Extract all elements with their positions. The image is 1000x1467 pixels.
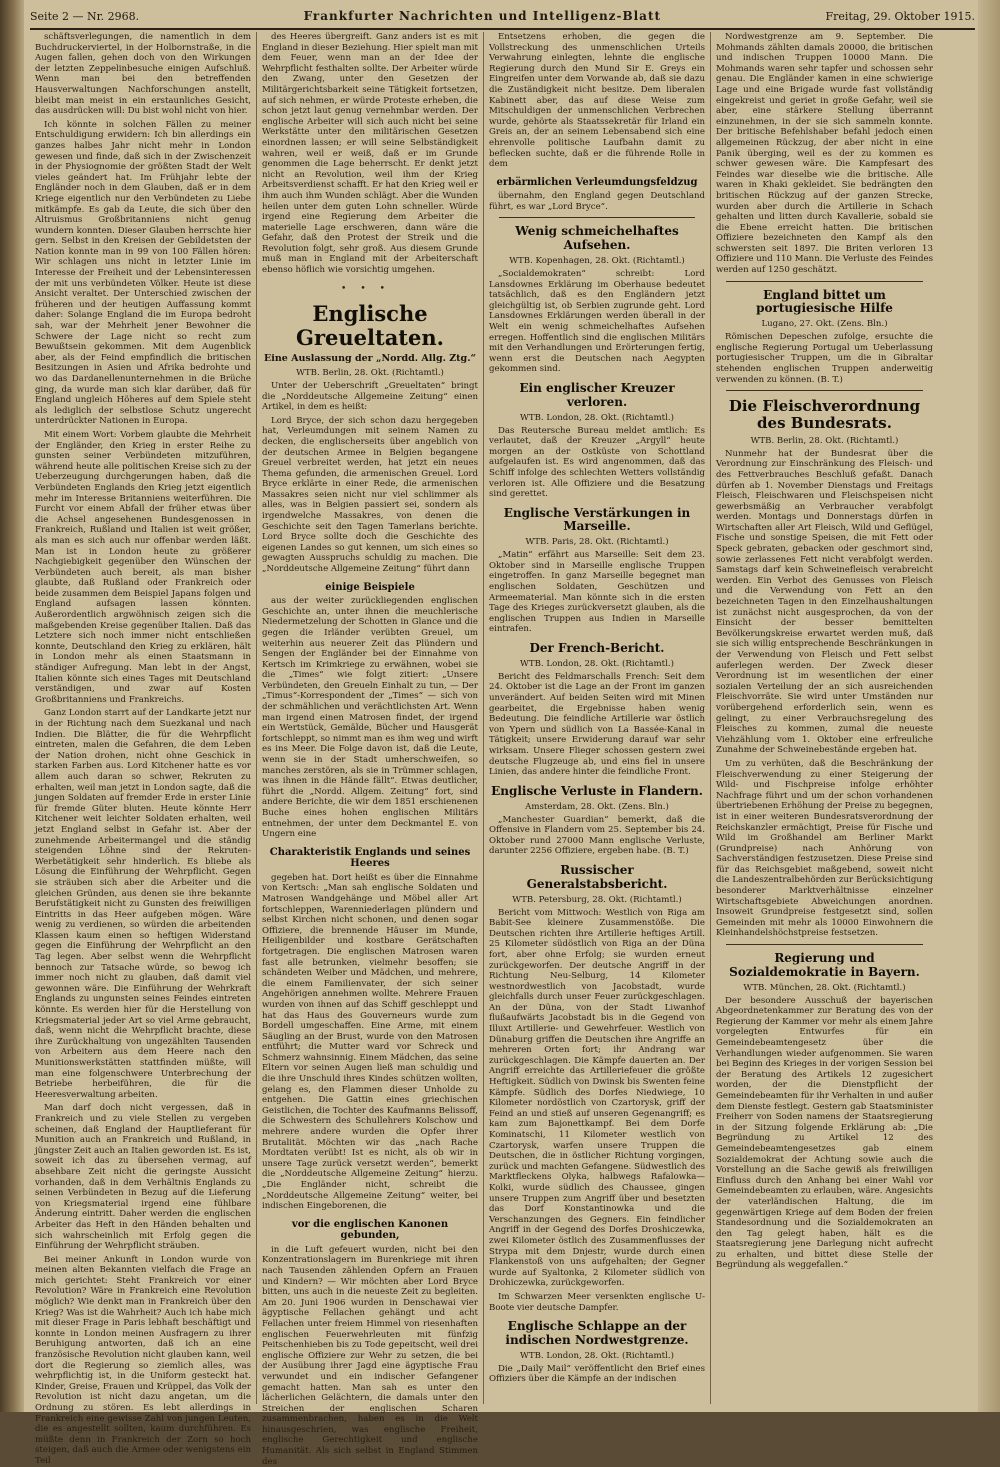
dateline: Lugano, 27. Okt. (Zens. Bln.) <box>761 319 888 330</box>
headline-bayern: Regierung und Sozialdemokratie in Bayern. <box>729 951 920 979</box>
divider <box>726 944 923 945</box>
article-paragraph: des Heeres übergreift. Ganz anders ist es mit England in dieser Beziehung. Hier spielt man mit dem Feuer, wenn man an der Idee der Wehrpflicht festhalten sollte. Der Arbeiter würde den Zwang, unter den Gesetzen der Militärgerichtsbarkeit seine Tätigkeit fortsetzen, auf sich nehmen, er würde Proteste erheben, die schon jetzt laut genug vernehmbar werden. Der englische Arbeiter will sich auch nicht bei seine Werkstätte unter den militärischen Gesetzen einordnen lassen; er will seine Selbständigkeit wahren, weil er weiß, daß er im Grunde genommen die Lage beherrscht. Er denkt jetzt nicht an Revolution, weil ihm der Krieg Arbeitsverdienst schafft. Er hat den Krieg weil er ihm auch ihm Wunden schlägt. Aber die Wunden heilen unter dem guten Lohn schneller. Würde irgend eine Regierung dem Arbeiter die materielle Lage erschweren, dann wäre die Gefahr, daß den Protest der Streik und die Revolution folgt, sehr groß. Aus diesem Grunde muß man in England mit der Arbeiterschaft ebenso höflich wie vorsichtig umgehen. <box>262 32 478 276</box>
headline-french-bericht: Der French-Bericht. <box>529 641 665 656</box>
article-paragraph: Man darf doch nicht vergessen, daß in Frankreich und zu viele Stellen zu vergeben scheinen, daß England der Hauptlieferant für Munition auch an Frankreich und Rußland, in jüngster Zeit auch an Italien geworden ist. Es ist, soweit ich das zu übersehen vermag, auf absehbare Zeit nicht die geringste Aussicht vorhanden, daß in dem Verhältnis Englands zu seinen Verbündeten in Bezug auf die Lieferung von Kriegsmaterial irgend eine fühlbare Änderung eintritt. Daher werden die englischen Arbeiter das Heft in den Händen behalten und sich wahrscheinlich mit Erfolg gegen die Einführung der Wehrpflicht sträuben. <box>35 1103 251 1252</box>
article-paragraph: Bei meiner Ankunft in London wurde von meinen alten Bekannten vielfach die Frage an mich gerichtet: Steht Frankreich vor einer Revolution? Wäre in Frankreich eine Revolution möglich? Wie denkt man in Frankreich über den Krieg? Was ist die Wahrheit? Auch ich habe mich mit dieser Frage in Paris lebhaft beschäftigt und konnte in London meinen Ausfragern zu ihrer Beruhigung antworten, daß ich an eine französische Revolution nicht glauben kann, weil dort die Regierung so ziemlich alles, was wehrpflichtig ist, in die Uniform gesteckt hat. Kinder, Greise, Frauen und Krüppel, das Volk der Revolution ist nicht dazu angetan, um die Ordnung zu stören. Es lebt allerdings in Frankreich eine gewisse Zahl von jungen Leuten, die es angestellt sollten, kaum durchführen. Es müßte denn in Frankreich der Zorn so hoch steigen, daß auch die Armee oder wenigstens ein Teil <box>35 1254 251 1466</box>
dateline: WTB. Petersburg, 28. Okt. (Richtamtl.) <box>512 894 682 905</box>
headline-flandern: Englische Verluste in Flandern. <box>491 783 703 798</box>
article-paragraph: gegeben hat. Dort heißt es über die Einnahme von Kertsch: „Man sah englische Soldaten und Matrosen Wandgehänge und Möbel aller Art fortschleppen, Warenniederlagen plündern und selbst Kirchen nicht schonen, und denen sogar Offiziere, die brennende Häuser im Munde, Heiligenbilder und kostbare Gerätschaften fortgetragen. Die englischen Matrosen waren fast alle betrunken, vielmehr besoffen; sie schändeten Weiber und Mädchen, und mehrere, die einem Familienvater, der sich seiner Angehörigen annehmen wollte. Mehrere Frauen wurden von ihnen auf das Schiff geschleppt und hat das Haus des Gouverneurs wurde zum Bordell umgeschaffen. Eine Arme, mit einem Säugling an der Brust, wurde von den Matrosen entführt; die Mutter ward vor Schreck und Schmerz wahnsinnig. Einem Mädchen, das seine Eltern vor seinen Augen ließ man schuldig und die ihre Unschuld ihres Kindes schützen wollten, gelang es, den Flammen dieser Unholde zu entgehen. Die Gattin eines griechischen Geistlichen, die Tochter des Kaufmanns Belissoff, die Schwestern des Schullehrers Kolschow und mehrere andere wurden die Opfer ihrer Brutalität. Möchten wir das „nach Rache Mordtaten verübt! Ist es nicht, als ob wir in unsere Tage zurück versetzt werden“, bemerkt die „Norddeutsche Allgemeine Zeitung“ hierzu. „Die Engländer nicht, schreibt die „Norddeutsche Allgemeine Zeitung“ weiter, bei indischen Eingeborenen, die <box>262 872 478 1212</box>
article-paragraph: Entsetzens erhoben, die gegen die Vollstreckung des unmenschlichen Urteils Verwahrung einlegten, lehnte die englische Regierung durch den Mund Sir E. Greys ein Eingreifen unter dem Vorwande ab, daß sie dazu die Zuständigkeit nicht besitze. Dem liberalen Kabinett aber, das auf diese Weise zum Mitschuldigen der unmenschlichen Verbrechen wurde, gehörte als Staatssekretär für Irland ein Greis an, der an seinem Lebensabend sich eine ehrenvolle politische Laufbahn damit zu beflecken suchte, daß er die führende Rolle in dem <box>489 32 705 170</box>
section-divider: ••• <box>341 283 399 294</box>
section-heading: Charakteristik Englands und seines Heeres <box>269 846 471 870</box>
article-paragraph: Bericht des Feldmarschalls French: Seit dem 24. Oktober ist die Lage an der Front im ganzen unverändert. Auf beiden Seiten wird mit Minen gearbeitet, die Ergebnisse haben wenig Bedeutung. Die feindliche Artillerie war östlich von Ypern und südlich von La Bassée-Kanal in Tätigkeit; unsere Erwiderung darauf war sehr wirksam. Unsere Flieger schossen gestern zwei deutsche Flugzeuge ab, und eins fiel in unsere Linien, das andere hinter die feindliche Front. <box>489 671 705 778</box>
article-paragraph: Um zu verhüten, daß die Beschränkung der Fleischverwendung zu einer Steigerung der Wild- und Fischpreise infolge erhöhter Nachfrage führt und um der schon vorhandenen übertriebenen Erhöhung der Preise zu begegnen, ist in einer weiteren Bundesratsverordnung der Reichskanzler ermächtigt, Preise für Fische und Wild im Großhandel am Berliner Markt (Grundpreise) nach Anhörung von Sachverständigen festzusetzen. Diese Preise sind für das Reichsgebiet maßgebend, soweit nicht die Landeszentralbehörden zur Berücksichtigung besonderer Marktverhältnisse einzelner Wirtschaftsgebiete Abweichungen anordnen. Insoweit Grundpreise festgesetzt sind, sollen Gemeinden mit mehr als 10000 Einwohnern die Kleinhandelshöchstpreise festsetzen. <box>716 758 933 939</box>
page-edge <box>978 0 1000 1412</box>
article-paragraph: Nunmehr hat der Bundesrat über die Verordnung zur Einschränkung des Fleisch- und des Fettverbrauches Beschluß gefaßt. Danach dürfen ab 1. November Dienstags und Freitags Fleisch, Fleischwaren und Fleischspeisen nicht gewerbsmäßig an Verbraucher verabfolgt werden. Montags und Donnerstags dürfen in Wirtschaften aller Art Fleisch, Wild und Geflügel, Fische und sonstige Speisen, die mit Fett oder Speck gebraten, gebacken oder geschmort sind, sowie zerlassenes Fett nicht verabfolgt werden. Samstags darf kein Schweinefleisch verabreicht werden. Ein Verbot des Genusses von Fleisch und die Verwendung von Fett an den bezeichneten Tagen in den Einzelhaushaltungen ist zunächst nicht ausgesprochen, da von der Einsicht der besser bemittelten Bevölkerungskreise erwartet werden muß, daß sie sich willig entsprechende Beschränkungen in der Verwendung von Fleisch und Fett selbst auferlegen werden. Der Zweck dieser Verordnung ist im wesentlichen der einer sozialen Verteilung der an sich ausreichenden Fleischvorräte. Sie wird unter Umständen nur vorübergehend erforderlich sein, wenn es gelingt, zu einer Verbrauchsregelung des Fleisches zu kommen, zumal die neueste Viehzählung vom 1. Oktober eine erfreuliche Zunahme der Schweinebestände ergeben hat. <box>716 448 933 756</box>
headline-greueltaten: Englische Greueltaten. <box>296 300 444 350</box>
dateline: WTB. London, 28. Okt. (Richtamtl.) <box>520 412 674 423</box>
headline-fleischverordnung: Die Fleischverordnung des Bundesrats. <box>728 397 921 433</box>
dateline: WTB. London, 28. Okt. (Richtamtl.) <box>520 1350 674 1361</box>
subheadline: Eine Auslassung der „Nordd. Allg. Ztg.“ <box>264 352 476 364</box>
section-heading: erbärmlichen Verleumdungsfeldzug <box>496 176 698 188</box>
headline-kreuzer: Ein englischer Kreuzer verloren. <box>519 380 675 409</box>
section-heading: vor die englischen Kanonen gebunden, <box>291 1218 449 1242</box>
headline-schlappe: Englische Schlappe an der indischen Nordwestgrenze. <box>505 1319 689 1347</box>
article-paragraph: „Socialdemokraten“ schreibt: Lord Lansdownes Erklärung im Oberhause bedeutet tatsächlich, daß es den Engländern jetzt gleichgültig ist, ob Serbien zugrunde geht. Lord Lansdownes Erklärungen werden überall in der Welt ein wenig schmeichelhaftes Aufsehen erregen. Hoffentlich sind die englischen Militärs mit den Verhandlungen und Erörterungen fertig, wenn erst die Deutschen nach Aegypten gekommen sind. <box>489 269 705 375</box>
divider <box>726 390 923 391</box>
dateline: WTB. München, 28. Okt. (Richtamtl.) <box>743 982 906 993</box>
book-binding <box>0 0 24 1412</box>
article-paragraph: Der besondere Ausschuß der bayerischen Abgeordnetenkammer zur Beratung des von der Regierung der Kammer vor mehr als einem Jahre vorgelegten Entwurfes für ein Gemeindebeamtengesetz über die Verhandlungen wieder aufgenommen. Sie waren bei Beginn des Krieges in der vorigen Session bei der Beratung des Artikels 12 zugesichert worden, der die Dienstpflicht der Gemeindebeamten für ihr Verhalten in und außer dem Dienste festlegt. Gestern gab Staatsminister Freiherr von Soden namens der Staatsregierung in der Sitzung folgende Erklärung ab: „Die Begründung zu Artikel 12 des Gemeindebeamtengesetzes gab einem Sozialdemokrat der Achtung sowie auch die Vorstellung an die Sache gewiß als freiwilligen Einfluss durch den Anhang bei einer Wahl vor Gemeindebeamten zu erlauben, wäre. Angesichts der vaterländischen Haltung, die im gegenwärtigen Kriege auf dem Boden der freien Standesordnung und die Sozialdemokraten an den Tag gelegt haben, hält es die Staatsregierung jene Darlegung nicht aufrecht zu erhalten, und bittet diese Stelle der Begründung als weggefallen.“ <box>716 995 933 1271</box>
article-paragraph: Ganz London starrt auf der Landkarte jetzt nur in der Richtung nach dem Suezkanal und nach Indien. Die Blätter, die für die Wehrpflicht eintreten, malen die Gefahren, die dem Leben der Nation drohen, nicht ohne Geschick in starken Farben aus. Lord Kitchener hatte es vor allem auch daran so schwer, Rekruten zu erhalten, weil man jetzt in London sagte, daß die jungen Soldaten auf fremder Erde in erster Linie für fremde Güter bluten. Heute könnte Herr Kitchener weit leichter Soldaten erhalten, weil jetzt England selbst in Gefahr ist. Aber der zunehmende Arbeitermangel und die ständig steigenden Löhne sind der Rekruten-Werbetätigkeit sehr hinderlich. Es bliebe als Lösung die Einführung der Wehrpflicht. Gegen sie sträuben sich aber die Arbeiter und die gleichen Gründen, aus denen sie ihre bekannte Berufstätigkeit nicht zu Gunsten des freiwilligen Eintritts in das Heer aufgeben mögen. Wäre wenig zu verdienen, so würden die arbeitenden Klassen kaum einen so heftigen Widerstand gegen die Einführung der Wehrpflicht an den Tag legen. Aber selbst wenn die Wehrpflicht bennoch zur Tatsache würde, so bewog ich immer noch nicht zu glauben, daß damit viel gewonnen wäre. Die Einführung der Wehrkraft Englands zu ungunsten seines Feindes eintreten könnte. Es werden hier für die Herstellung von Kriegsmaterial jeder Art so viel Arme gebraucht, daß, wenn nicht die Wehrpflicht brachte, diese ihre Zurückhaltung von ungezählten Tausenden von Arbeitern aus dem Heere nach den Munitionswerkstätten stattfinden müßte, will man eine folgenschwere Unterbrechung der Betriebe herbeiführen, die für die Heeresverwaltung arbeiten. <box>35 708 251 1100</box>
page-number: Seite 2 — Nr. 2968. <box>30 9 140 23</box>
article-paragraph: Die „Daily Mail“ veröffentlicht den Brief eines Offiziers über die Kämpfe an der indischen <box>489 1363 705 1385</box>
masthead <box>30 4 975 30</box>
article-paragraph: „Manchester Guardian“ bemerkt, daß die Offensive in Flandern vom 25. September bis 24. Oktober rund 27000 Mann englische Verluste, darunter 2256 Offiziere, ergeben habe. (B. T.) <box>489 814 705 857</box>
dateline: WTB. Kopenhagen, 28. Okt. (Richtamtl.) <box>509 256 685 266</box>
article-paragraph: Römischen Depeschen zufolge, ersuchte die englische Regierung Portugal um Ueberlassung portugiesischer Truppen, um die in Gibraltar stehenden englischen Truppen anderweitig verwenden zu können. (B. T.) <box>716 332 933 385</box>
dateline: Amsterdam, 28. Okt. (Zens. Bln.) <box>525 801 669 812</box>
column-4 <box>711 32 938 1404</box>
dateline: WTB. London, 28. Okt. (Richtamtl.) <box>520 658 674 669</box>
column-1 <box>30 32 257 1466</box>
article-paragraph: Unter der Ueberschrift „Greueltaten“ bringt die „Norddeutsche Allgemeine Zeitung“ einen Artikel, in dem es heißt: <box>262 380 478 413</box>
issue-date: Freitag, 29. Oktober 1915. <box>825 9 975 23</box>
newspaper-title: Frankfurter Nachrichten und Intelligenz-Blatt <box>303 9 662 23</box>
headline-portugal: England bittet um portugiesische Hilfe <box>756 287 893 316</box>
dateline: WTB. Berlin, 28. Okt. (Richtamtl.) <box>296 367 444 378</box>
article-paragraph: Bericht vom Mittwoch: Westlich von Riga am Babit-See kleinere Zusammenstöße. Die Deutschen richten ihre Artillerie heftiges Artill. 25 Kilometer südöstlich von Riga an der Düna fort, aber ohne Erfolg; sie wurden erneut zurückgeworfen. Der deutsche Angriff in der Richtung Neu-Selburg, 14 Kilometer westnordwestlich von Jacobstadt, wurde gleichfalls durch unser Feuer zurückgeschlagen. An der Düna, von der Stadt Liwanhof flußaufwärts Jacobstadt bis in die Gegend von Illuxt Artillerie- und Gewehrfeuer. Westlich von Dünaburg griffen die Deutschen ihre Angriffe an mehreren Orten fort; ihr Andrang war zurückgeschlagen. Die Kämpfe dauerten an. Der Angriff erreichte das Artilleriefeuer die größte Heftigkeit. Südlich von Dwinsk bis Swenten feine Kämpfe. Südlich des Dorfes Niedwiege, 10 Kilometer nordöstlich von Czartorysk, griff der Feind an und stieß auf unseren Gegenangriff; es kam zum Bajonettkampf. Bei dem Dorfe Kominatschi, 11 Kilometer westlich von Czartorysk, warfen unsere Truppen die Deutschen, die in östlicher Richtung vorgingen, zurück und machten Gefangene. Südwestlich des Marktfleckens Olyka, halbwegs Rafalowka—Kolki, wurde südlich des Chaussee, gingen unsere Truppen zum Angriff über und besetzten das Dorf Konstantinowka und die Verschanzungen des Gegners. Ein feindlicher Angriff in der Gegend des Dorfes Droshiczewka, zwei Kilometer östlich des Zusammenflusses der Strypa mit dem Dnjestr, wurde durch einen Flankenstoß von uns aufgehalten; der Gegner wurde auf Syaltonka, 2 Kilometer südlich von Drohiczewka, zurückgeworfen. <box>489 907 705 1289</box>
article-paragraph: Lord Bryce, der sich schon dazu hergegeben hat, Verleumdungen mit seinem Namen zu decken, die englischerseits über angeblich von der deutschen Armee in Belgien begangene Greuel verbreitet werden, hat jetzt ein neues Thema gefunden, die armenischen Greuel. Lord Bryce erklärte in einer Rede, die armenischen Massakres seien nicht nur viel schlimmer als alles, was in Belgien passiert sei, sondern als irgendwelche Massakres, von denen die Geschichte seit den Tagen Tamerlans berichte. Lord Bryce sollte doch die Geschichte des eigenen Landes so gut kennen, um sich eines so gewagten Ausspruchs schuldig zu machen. Die „Norddeutsche Allgemeine Zeitung“ führt dann <box>262 415 478 575</box>
column-3 <box>484 32 711 1404</box>
article-paragraph: schäftsverlegungen, die namentlich in dem Buchdruckerviertel, in der Holbornstraße, in die Augen fallen, gehen doch von den Wirkungen der letzten Zeppelinbesuche einigen Aufschluß. Wenn man bei den betreffenden Hausverwaltungen Nachforschungen anstellt, bleibt man meist in ein erstaunliches Gesicht, das ausdrücken will: Du bist wohl nicht von hier. <box>35 32 251 117</box>
article-paragraph: Das Reutersche Bureau meldet amtlich: Es verlautet, daß der Kreuzer „Argyll“ heute morgen an der Ostküste von Schottland aufgelaufen ist. Es wird angenommen, daß das Schiff infolge des schlechten Wetters vollständig verloren ist. Alle Offiziere und die Besatzung sind gerettet. <box>489 425 705 500</box>
columns <box>30 32 975 1467</box>
divider <box>726 281 923 282</box>
article-paragraph: „Matin“ erfährt aus Marseille: Seit dem 23. Oktober sind in Marseille englische Truppen eingetroffen. In ganz Marseille begegnet man englischen Soldaten, Geschützen und Armeematerial. Man könnte sich in die ersten Tage des Krieges zurückversetzt glauben, als die englischen Truppen aus Indien in Marseille eintrafen. <box>489 550 705 635</box>
divider <box>499 217 695 218</box>
dateline: WTB. Berlin, 28. Okt. (Richtamtl.) <box>750 435 899 446</box>
headline-generalstab: Russischer Generalstabsbericht. <box>526 862 668 891</box>
article-paragraph: Nordwestgrenze am 9. September. Die Mohmands zählten damals 20000, die britischen und indischen Truppen 10000 Mann. Die Mohmands waren sehr tapfer und schossen sehr genau. Die Engländer kamen in eine schwierige Lage und eine Brigade wurde fast vollständig eingekreist und geriet in große Gefahr, weil sie aber, eine stärkere Stellung überrannt einzunehmen, in der sie sich sammeln konnte. Der britische Befehlshaber befahl jedoch einen allgemeinen Rückzug, der aber nicht in eine Panik überging, weil es der zu kommen es schwer gewesen wäre. Die Kampfesart des Feindes war dieselbe wie die britische. Alle waren in Khaki gekleidet. Sie bedrängten den britischen Rückzug auf der ganzen Strecke, wurden aber durch die Artillerie in Schach gehalten und litten durch Kavallerie, sobald sie die Ebene erreicht hatten. Die britischen Offiziere bezeichneten den Kampf als den schwersten seit 1897. Die Briten verloren 13 Offiziere und 110 Mann. Die Verluste des Feindes werden auf 1250 geschätzt. <box>716 32 933 276</box>
article-paragraph: in die Luft gefeuert wurden, nicht bei den Konzentrationslagern im Burenkriege mit ihren nach Tausenden zählenden Opfern an Frauen und Kindern? — Wir möchten aber Lord Bryce bitten, uns auch in die neueste Zeit zu begleiten. Am 20. Juni 1906 wurden in Denschawai vier ägyptische Fellachen gehängt und acht Fellachen unter freiem Himmel von riesenhaften englischen Feuerwehrleuten mit fünfzig Peitschenhieben bis zu Tode gepeitscht, weil drei englische Offiziere zur Wehr zu setzen, die bei der Ausübung ihrer Jagd eine ägyptische Frau verwundet und ein indischer Gefangener gemacht hatten. Man sah es unter den lächerlichen Gelächtern, die damals unter den Streichen der englischen Scharen zusammenbrachen, haben es in die Welt hinausgeschrien, was englische Freiheit, englische Gerechtigkeit und englische Humanität. Als sich selbst in England Stimmen des <box>262 1244 478 1467</box>
headline-marseille: Englische Verstärkungen in Marseille. <box>503 505 691 534</box>
dateline: WTB. Paris, 28. Okt. (Richtamtl.) <box>525 537 669 548</box>
article-paragraph: übernahm, den England gegen Deutschland führt, es war „Lord Bryce“. <box>489 191 705 212</box>
headline-aufsehen: Wenig schmeichelhaftes Aufsehen. <box>515 224 679 253</box>
article-paragraph: aus der weiter zurückliegenden englischen Geschichte an, unter ihnen die meuchlerische Niedermetzelung der Schotten in Glance und die gegen die Irländer verübten Greuel, um weiterhin aus neuerer Zeit das Plündern und Sengen der Engländer bei der Einnahme von Kertsch im Krimkriege zu erwähnen, wobei sie die „Times“ wie folgt zitiert: „Unsere Verbündeten, den Greueln Einhalt zu tun, — Der „Timus“-Korrespondent der „Times“ — sich von der schmählichen und verächtlichsten Art. Wenn man irgend einen Matrosen findet, der irgend ein Wertstück, Gemälde, Bücher und Hausgerät fortschleppt, so nimmt man es ihm weg und wirft es ins Meer. Die Folge davon ist, daß die Leute, wenn sie in der Stadt umherschweifen, so manches zerstören, als sie in Trümmer schlagen, was ihnen in die Hände fällt“. Etwas deutlicher, führt die „Nordd. Allgem. Zeitung“ fort, sind andere Berichte, die wir dem 1851 erschienenen Buche eines hohen englischen Militärs entnehmen, der unter dem Deckmantel E. von Ungern eine <box>262 596 478 840</box>
article-paragraph: Ich könnte in solchen Fällen zu meiner Entschuldigung erwidern: Ich bin allerdings ein ganzes halbes Jahr nicht mehr in London gewesen und finde, daß sich in der Zwischenzeit in der Physiognomie der größten Stadt der Welt vieles geändert hat. Im Frühjahr lebte der Engländer noch in dem Glauben, daß er in dem Kriege eigentlich nur den Verbündeten zu Liebe mitkämpfe. Es gab da Leute, die sich über den Altruismus Großbritanniens nicht genug wundern konnten. Dieser Glauben herrschte hier gern. Selbst in den Kreisen der Gebildetsten der Nation konnte man in 99 von 100 Fällen hören: Wir schlagen uns nicht in letzter Linie im Interesse der Freiheit und der Lebensinteressen der mit uns verbündeten Völker. Heute ist diese Ansicht veraltet. Der Unterschied zwischen der früheren und der heutigen Auffassung kommt daher: Solange England die im Europa bedroht sah, war der Mehrheit jener Bewohner die Schwere der Lage nicht so recht zum Bewußtsein gekommen. Mit dem Augenblick aber, als der Feind empfindlich die britischen Besitzungen in Asien und Afrika bedrohte und wo das Dardanellenunternehmen in die Brüche ging, da wurde man sich klar darüber, daß für England ungleich Höheres auf dem Spiele steht als lediglich der selbstlose Schutz ungerecht unterdrückter Nationen in Europa. <box>35 119 251 427</box>
article-paragraph: Mit einem Wort: Vorbem glaubte die Mehrheit der Engländer, den Krieg in erster Reihe zu gunsten seiner Verbündeten mitzuführen, während heute alle politischen Kreise sich zu der Ueberzeugung durchgerungen haben, daß die Verbündeten Englands den Krieg jetzt eigentlich mehr im Interesse Britanniens weiterführen. Die Furcht vor einem Abfall der früher etwas über die Achsel angesehenen Bundesgenossen in Frankreich, Rußland und Italien ist weit größer, als man es sich auch nur offenbar werden läßt. Man ist in London heute zu größerer Nachgiebigkeit gegenüber den Wünschen der Verbündeten auch bereit, als man bisher glaubte, daß Rußland oder Frankreich oder beide zusammen dem Beispiel Japans folgen und England aufsagen lassen könnten. Außerordentlich argwöhnisch zeigen sich die maßgebenden Kreise gegenüber Italien. Daß das Letztere sich noch immer nicht entschließen konnte, Deutschland den Krieg zu erklären, hält in London mehr als einen Staatsmann in ständiger Aufregung. Man lebt in der Angst, Italien könnte sich eines Tages mit Deutschland verständigen, und zwar auf Kosten Großbritanniens und Frankreichs. <box>35 429 251 705</box>
section-heading: einige Beispiele <box>325 581 415 593</box>
article-paragraph: Im Schwarzen Meer versenkten englische U-Boote vier deutsche Dampfer. <box>489 1291 705 1313</box>
column-2 <box>257 32 484 1467</box>
